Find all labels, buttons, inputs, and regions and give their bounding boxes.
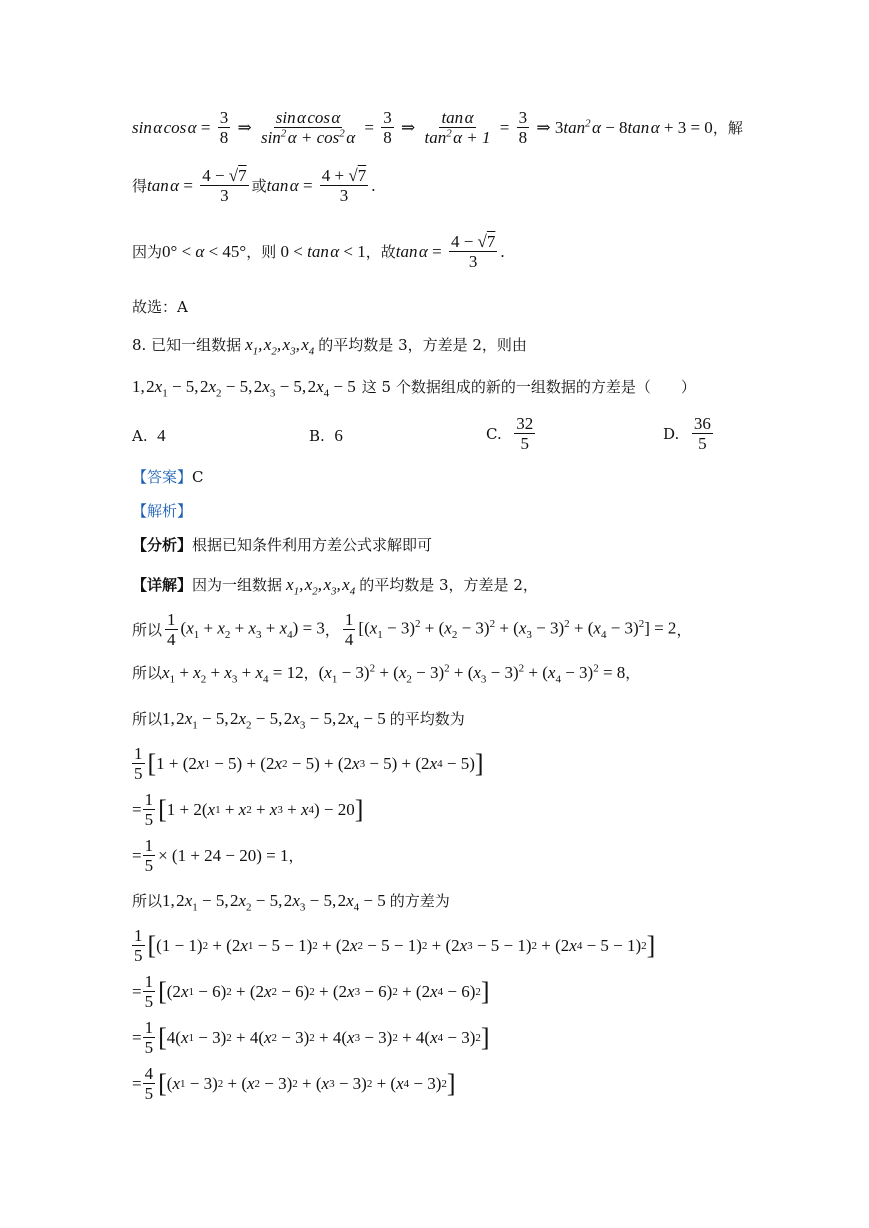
choice-line: 故选：A — [132, 298, 188, 316]
question-8-line-2: 1, $2x_1 - 5$, $2x_2 - 5$, $2x_3 - 5$, $2x_4 - 5$ 这 5 个数据组成的新的一组数据的方差是（ ） — [132, 376, 696, 399]
mean-intro: 所以 1, $2x_1 - 5$, $2x_2 - 5$, $2x_3 - 5$, $2x_4 - 5$ 的平均数为 — [132, 708, 465, 731]
jiexi-heading: 【解析】 — [132, 502, 193, 520]
variance-step-4: = $\frac{4}{5}$ [ ( x 1 − 3) 2 + ( x 2 − 3) 2 + ( x 3 − 3) 2 + ( x 4 − 3) 2 ] — [132, 1064, 456, 1103]
answer-line: 【答案】 C — [132, 467, 204, 486]
derivation-line-3: 因为 0° < α < 45° ，则 0 < tan α < 1 ，故 tan α = $\frac{4 - √7}{3}$ . — [132, 232, 505, 271]
question-8-line-1: 8. 已知一组数据 $x_1$, $x_2$, $x_3$, $x_4$ 的平均数是 3，方差是 2，则由 — [132, 334, 527, 357]
fenxi-line: 【分析】 根据已知条件利用方差公式求解即可 — [132, 536, 433, 554]
derivation-line-1: sin α cos α = $\frac{3}{8}$ ⇒ $\frac{\text{sin α cos α}}{\sin^2 \alpha + \cos^2 \alpha}$ = $\frac{3}{8}$ ⇒ $\frac{\text{tan α}}{\tan^2 \alpha + 1}$ = $\frac{3}{8}$ ⇒ 3 $\tan^2$ α − 8 tan α + 3 = 0 ，解 — [132, 108, 743, 147]
variance-step-3: = $\frac{1}{5}$ [ 4( x 1 − 3) 2 + 4( x 2 − 3) 2 + 4( x 3 − 3) 2 + 4( x 4 − 3) 2 ] — [132, 1018, 490, 1057]
variance-step-2: = $\frac{1}{5}$ [ (2 x 1 − 6) 2 + (2 x 2 − 6) 2 + (2 x 3 − 6) 2 + (2 x 4 − 6) 2 ] — [132, 972, 490, 1011]
option-b: B. 6 — [309, 426, 343, 445]
equation-sums: 所以 $x_1 + x_2 + x_3 + x_4 = 12$ ， $(x_1 - 3)^2 + (x_2 - 3)^2 + (x_3 - 3)^2 + (x_4 - 3)^2 = 8$ ， — [132, 661, 641, 685]
derivation-line-2: 得 tan α = $\frac{4 - √7}{3}$ 或 tan α = $\frac{4 + √7}{3}$ . — [132, 166, 376, 205]
variance-step-1: $\frac{1}{5}$ [ (1 − 1) 2 + (2 x 1 − 5 − 1) 2 + (2 x 2 − 5 − 1) 2 + (2 x 3 − 5 − 1) 2 + (2 x 4 − 5 − 1) 2 ] — [134, 926, 656, 965]
option-a: A. 4 — [132, 426, 166, 445]
mean-step-2: = $\frac{1}{5}$ [ 1 + 2( x 1 + x 2 + x 3 + x 4 ) − 20 ] — [132, 790, 364, 829]
mean-step-1: $\frac{1}{5}$ [ 1 + (2 x 1 − 5) + (2 x 2 − 5) + (2 x 3 − 5) + (2 x 4 − 5) ] — [134, 744, 484, 783]
xiangjie-line: 【详解】 因为一组数据 $x_1$, $x_2$, $x_3$, $x_4$ 的平均数是 3，方差是 2， — [132, 574, 538, 597]
variance-intro: 所以 1, $2x_1 - 5$, $2x_2 - 5$, $2x_3 - 5$, $2x_4 - 5$ 的方差为 — [132, 890, 450, 913]
option-d: D. $\frac{36}{5}$ — [663, 414, 711, 453]
option-c: C. $\frac{32}{5}$ — [486, 414, 534, 453]
mean-step-3: = $\frac{1}{5}$ × (1 + 24 − 20) = 1 ， — [132, 836, 304, 875]
equation-mean-variance: 所以 $\frac{1}{4}$ $(x_1 + x_2 + x_3 + x_4) = 3$ ， $\frac{1}{4}$ $[(x_1 - 3)^2 + (x_2 - 3)^2 + (x_3 - 3)^2 + (x_4 - 3)^2] = 2$ ， — [132, 610, 692, 649]
